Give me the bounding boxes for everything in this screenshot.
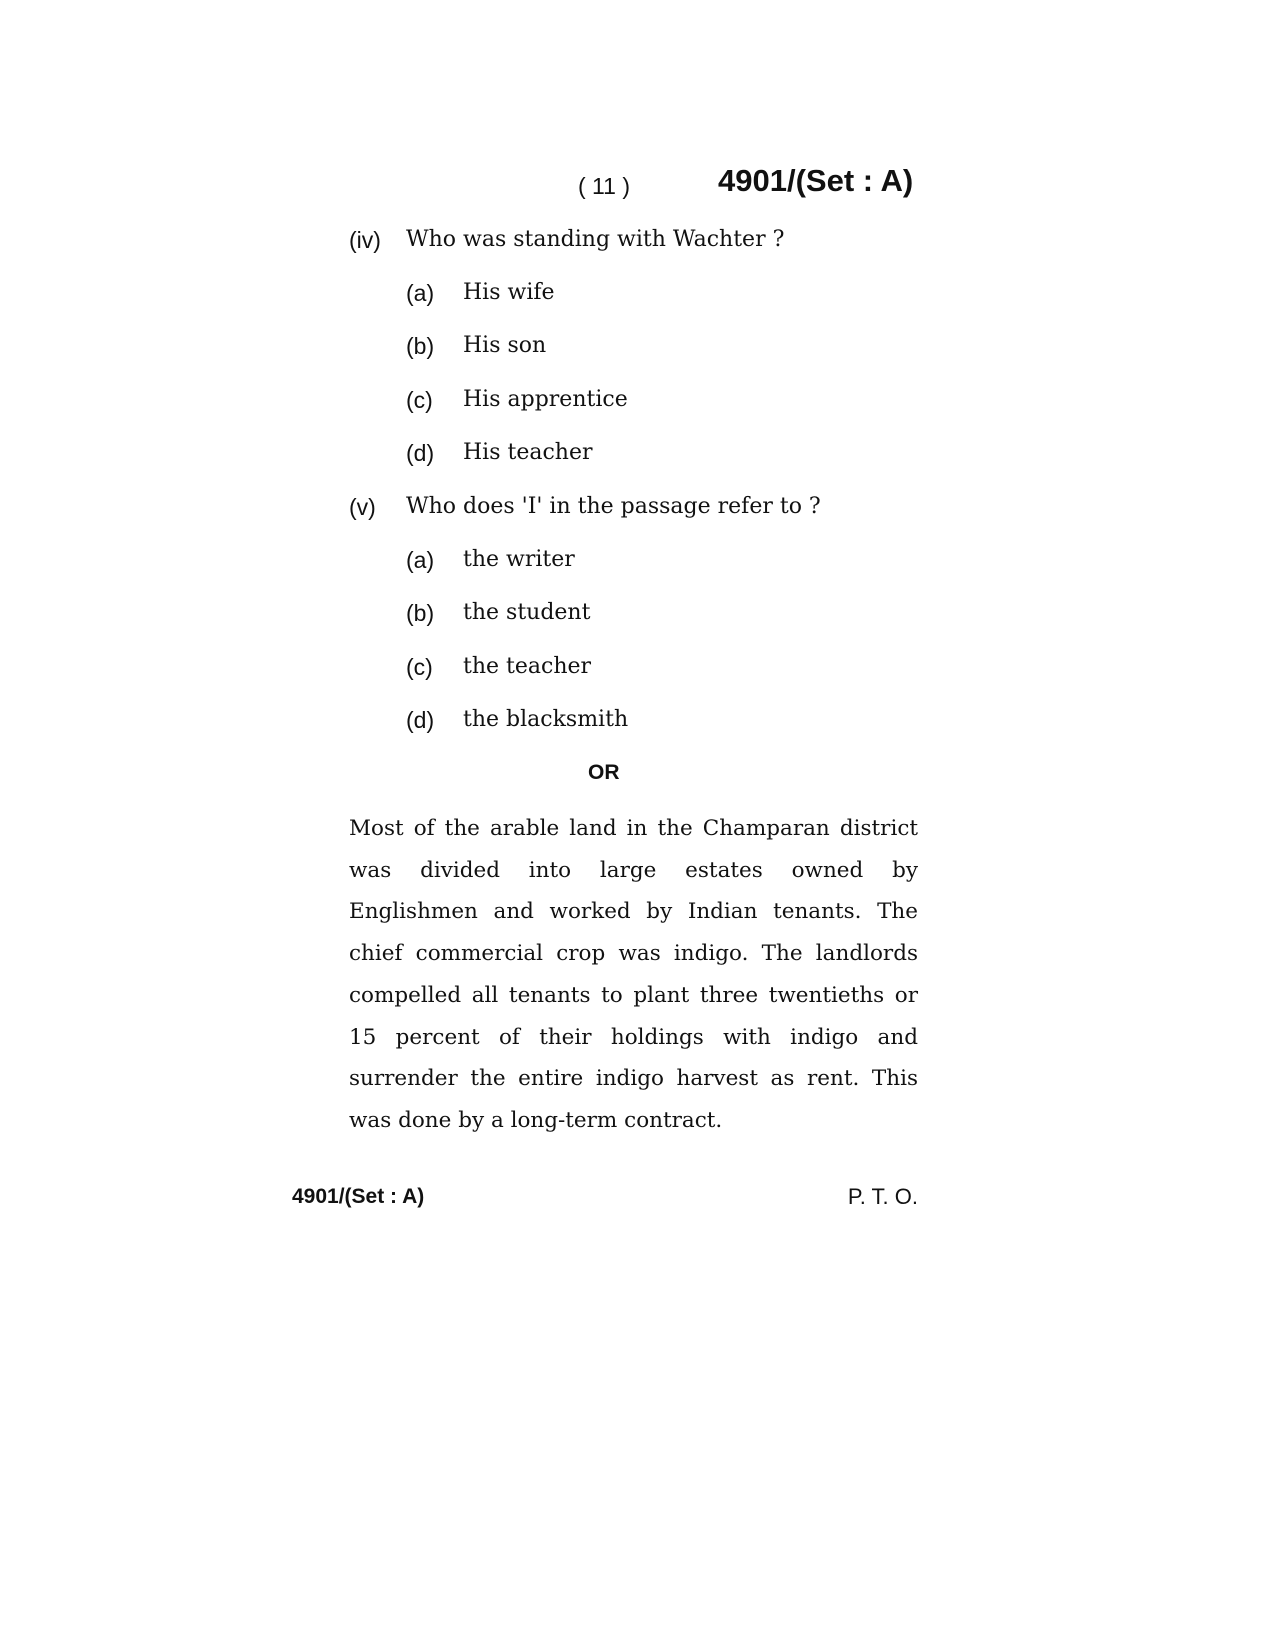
- option-label: (c): [406, 654, 433, 680]
- paper-code-header: 4901/(Set : A): [718, 163, 914, 198]
- option-label: (c): [406, 387, 433, 413]
- option-label: (b): [406, 600, 435, 626]
- option-label: (d): [406, 707, 435, 733]
- passage: Most of the arable land in the Champaran district was divided into large estates owned by Englishmen and worked by Indian tenants. The chief commercial crop was indigo. The landlords compelled all tenants to plant three twentieths or 15 percent of their holdings with indigo and surrender the entire indigo harvest as rent. This was done by a long-term contract.: [349, 816, 918, 1133]
- pto-label: P. T. O.: [847, 1184, 918, 1209]
- question-label: (v): [349, 494, 376, 520]
- question-label: (iv): [349, 227, 381, 253]
- option-text: His wife: [463, 280, 555, 305]
- page-number: ( 11 ): [578, 173, 630, 199]
- option-label: (d): [406, 440, 435, 466]
- option-text: the student: [463, 600, 591, 625]
- question-text: Who does 'I' in the passage refer to ?: [406, 494, 821, 519]
- paper-code-footer: 4901/(Set : A): [292, 1185, 425, 1208]
- option-text: His son: [463, 333, 547, 358]
- option-label: (b): [406, 333, 435, 359]
- question-text: Who was standing with Wachter ?: [406, 227, 785, 252]
- option-text: the teacher: [463, 654, 592, 679]
- option-label: (a): [406, 547, 435, 573]
- option-text: the writer: [463, 547, 575, 572]
- option-label: (a): [406, 280, 435, 306]
- option-text: His apprentice: [463, 387, 628, 412]
- option-text: His teacher: [463, 440, 593, 465]
- or-divider: OR: [588, 761, 620, 784]
- option-text: the blacksmith: [463, 707, 629, 732]
